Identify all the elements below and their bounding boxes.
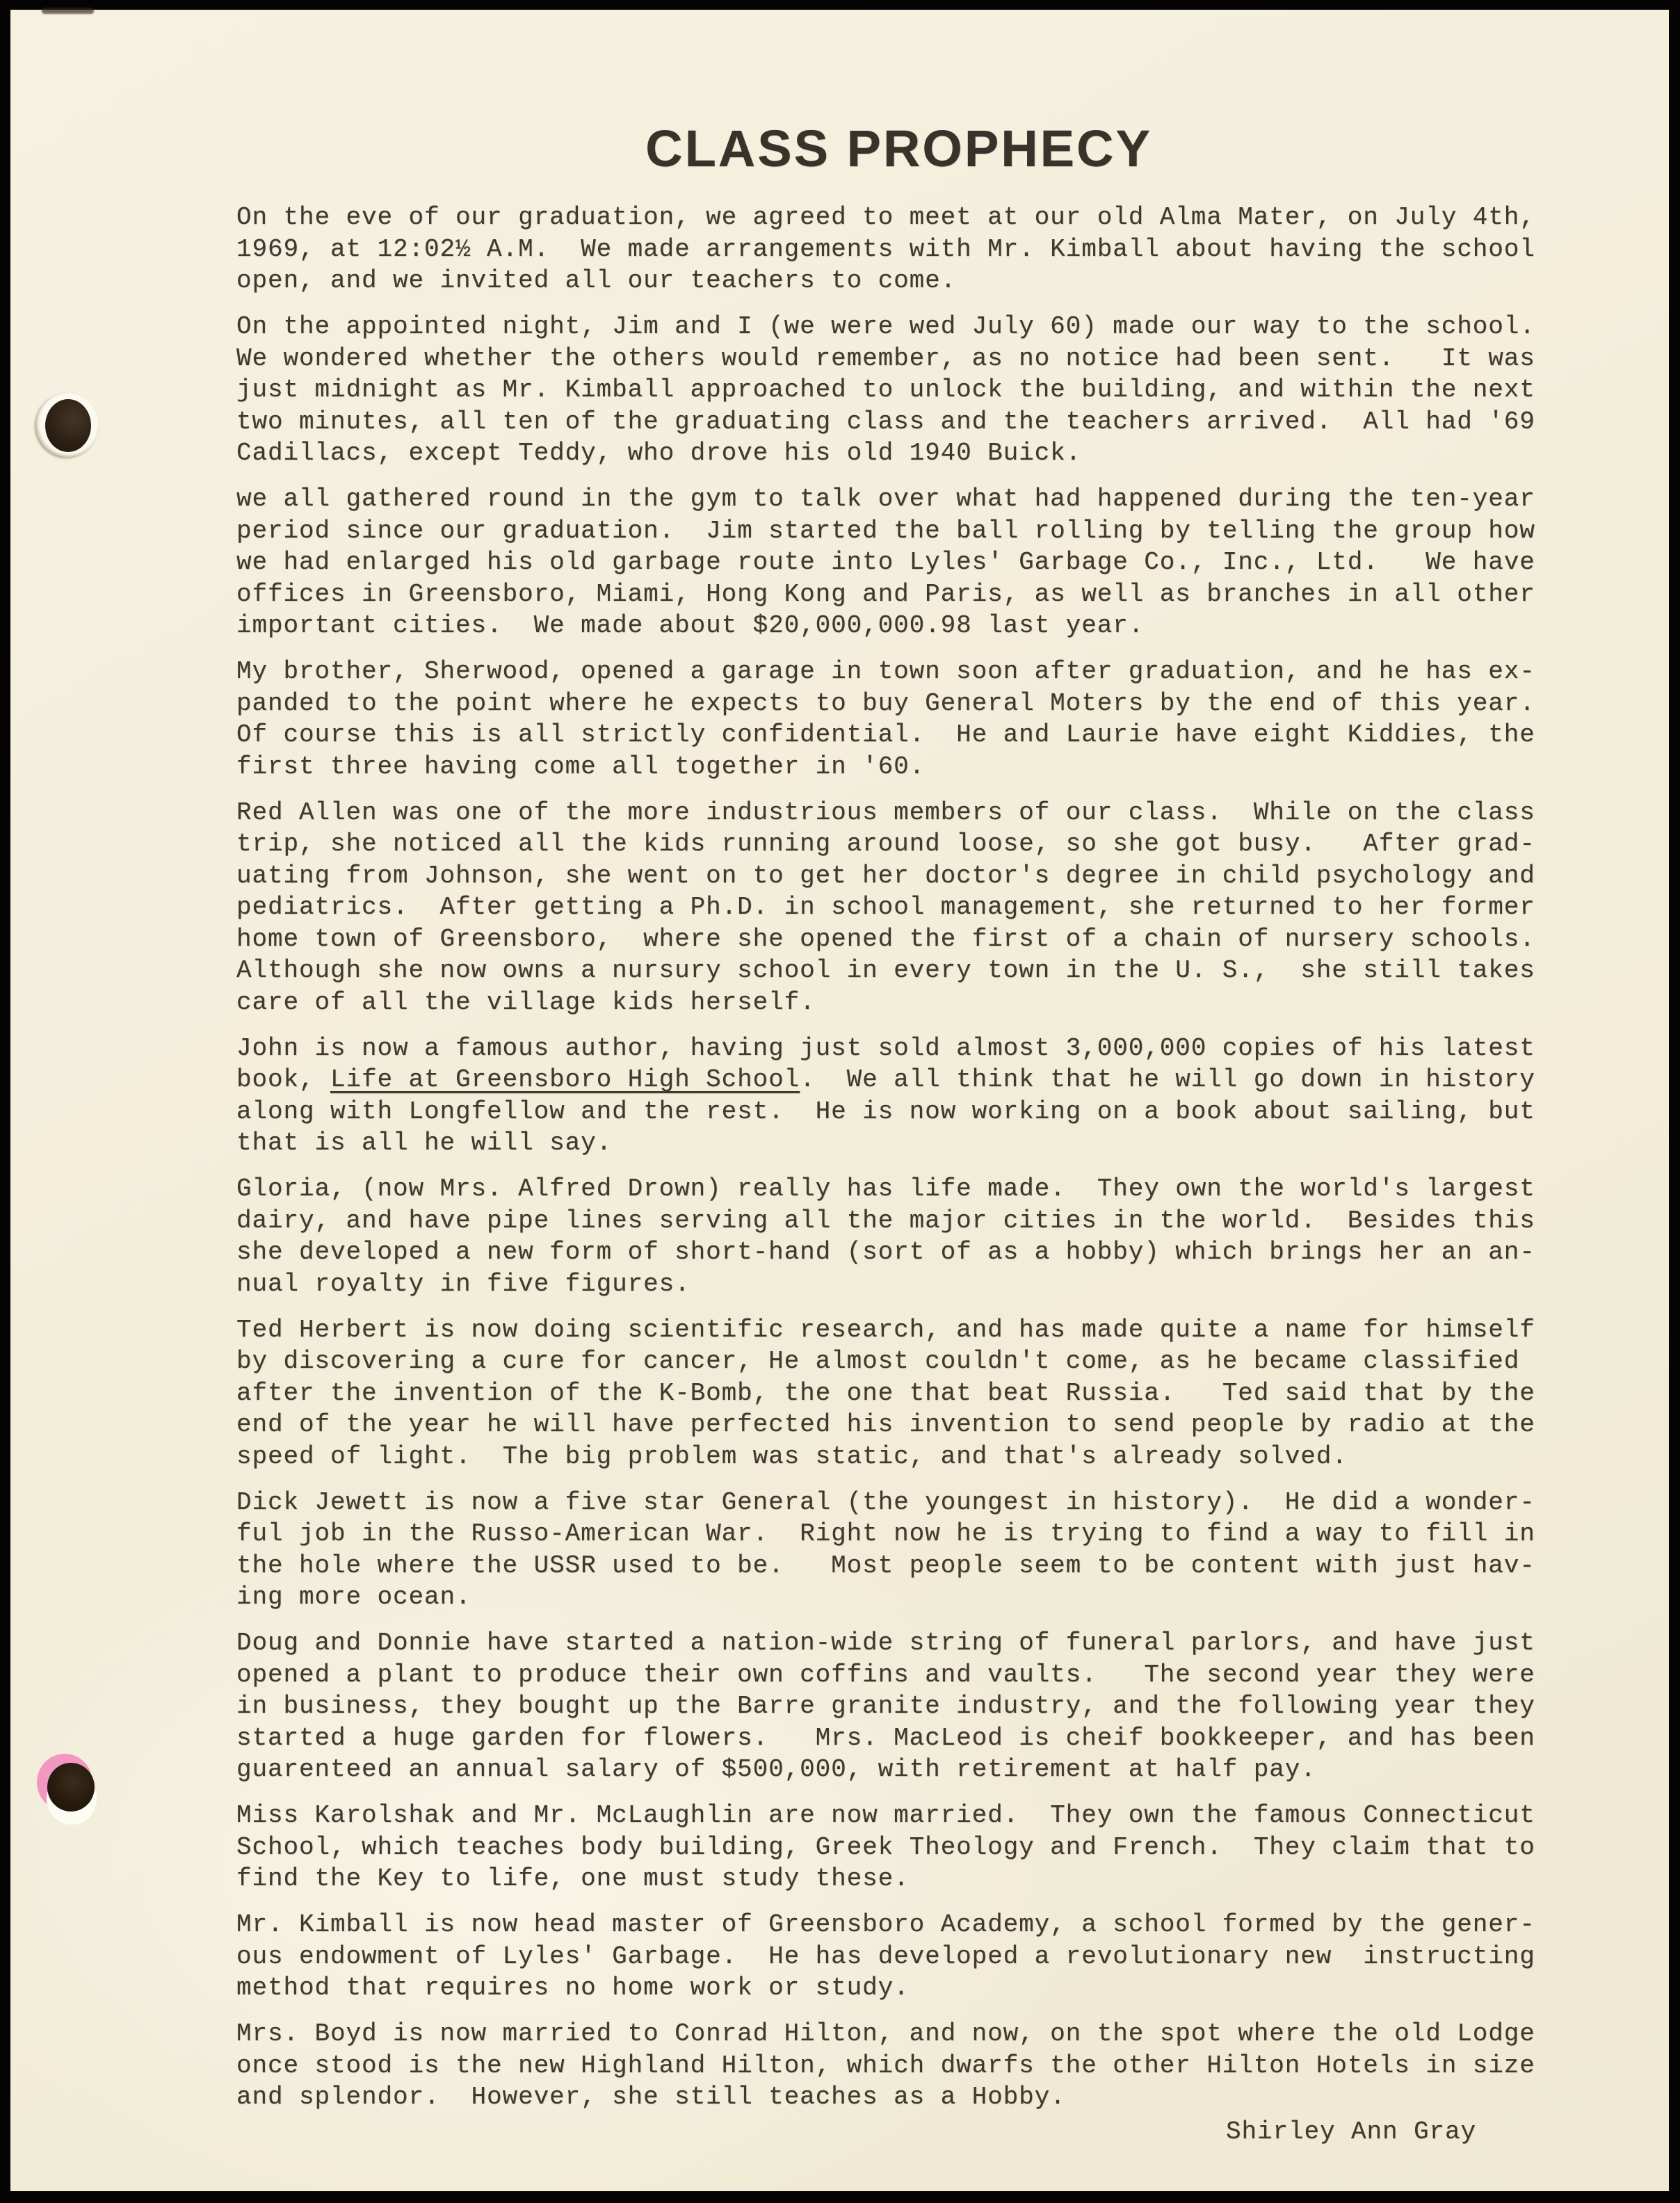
paragraph: [236, 656, 1561, 782]
text-line: period since our graduation. Jim started the ball rolling by telling the group how: [236, 516, 1535, 545]
document-content: [236, 10, 1561, 2148]
text-line: John is now a famous author, having just sold almost 3,000,000 copies of his latest: [236, 1033, 1535, 1063]
text-line: offices in Greensboro, Miami, Hong Kong and Paris, as well as branches in all other: [236, 579, 1535, 608]
text-line: On the eve of our graduation, we agreed to meet at our old Alma Mater, on July 4th,: [236, 203, 1535, 232]
text-line: the hole where the USSR used to be. Most people seem to be content with just hav-: [236, 1551, 1535, 1580]
text-line: that is all he will say.: [236, 1129, 613, 1157]
text-line: panded to the point where he expects to buy General Moters by the end of this year.: [236, 688, 1535, 718]
paragraph: [236, 2018, 1561, 2113]
paragraph: [236, 202, 1561, 297]
text-line: trip, she noticed all the kids running around loose, so she got busy. After grad-: [236, 830, 1535, 858]
underlined-book-title: Life at Greensboro High School: [330, 1065, 800, 1094]
text-line: ful job in the Russo-American War. Right now he is trying to find a way to fill in: [236, 1519, 1535, 1548]
text-line: just midnight as Mr. Kimball approached to unlock the building, and within the next: [236, 376, 1535, 404]
text-line: dairy, and have pipe lines serving all the major cities in the world. Besides this: [236, 1206, 1535, 1235]
text-line: open, and we invited all our teachers to come.: [236, 266, 957, 295]
text-line: We wondered whether the others would remember, as no notice had been sent. It was: [236, 344, 1535, 373]
text-line: end of the year he will have perfected his invention to send people by radio at the: [236, 1410, 1535, 1439]
text-line: book, Life at Greensboro High School. We all think that he will go down in history: [236, 1065, 1535, 1094]
text-line: and splendor. However, she still teaches as a Hobby.: [236, 2083, 1066, 2111]
text-line: Gloria, (now Mrs. Alfred Drown) really has life made. They own the world's largest: [236, 1175, 1535, 1203]
paragraph: [236, 311, 1561, 469]
text-line: ing more ocean.: [236, 1583, 471, 1611]
paragraph: [236, 483, 1561, 642]
text-line: we all gathered round in the gym to talk over what had happened during the ten-year: [236, 485, 1535, 513]
text-line: by discovering a cure for cancer, He almost couldn't come, as he became classified: [236, 1347, 1520, 1375]
text-line: important cities. We made about $20,000,000.98 last year.: [236, 611, 1145, 640]
text-line: home town of Greensboro, where she opened the first of a chain of nursery schools.: [236, 924, 1535, 953]
text-line: Although she now owns a nursury school in every town in the U. S., she still takes: [236, 956, 1535, 985]
text-line: School, which teaches body building, Greek Theology and French. They claim that to: [236, 1832, 1535, 1862]
document-paragraphs: [236, 202, 1561, 2113]
paragraph: [236, 1314, 1561, 1473]
text-line: guarenteed an annual salary of $500,000, with retirement at half pay.: [236, 1755, 1316, 1784]
paragraph: [236, 1173, 1561, 1300]
paragraph: [236, 1800, 1561, 1895]
text-line: opened a plant to produce their own coffins and vaults. The second year they were: [236, 1660, 1535, 1689]
text-line: speed of light. The big problem was static, and that's already solved.: [236, 1442, 1348, 1471]
text-line: Cadillacs, except Teddy, who drove his old 1940 Buick.: [236, 439, 1082, 467]
text-line: Red Allen was one of the more industrious members of our class. While on the class: [236, 798, 1535, 827]
text-line: Mr. Kimball is now head master of Greensboro Academy, a school formed by the gener-: [236, 1910, 1535, 1939]
text-line: first three having come all together in '60.: [236, 752, 926, 781]
text-line: 1969, at 12:02½ A.M. We made arrangements with Mr. Kimball about having the school: [236, 234, 1535, 264]
text-line: Mrs. Boyd is now married to Conrad Hilton, and now, on the spot where the old Lodge: [236, 2019, 1535, 2048]
text-line: find the Key to life, one must study these.: [236, 1864, 910, 1893]
text-line: two minutes, all ten of the graduating class and the teachers arrived. All had '69: [236, 407, 1535, 436]
text-line: Miss Karolshak and Mr. McLaughlin are now married. They own the famous Connecticut: [236, 1801, 1535, 1830]
text-line: care of all the village kids herself.: [236, 987, 816, 1017]
text-line: uating from Johnson, she went on to get her doctor's degree in child psychology and: [236, 861, 1535, 890]
paragraph: [236, 1909, 1561, 2004]
punch-hole-bottom: [47, 1763, 95, 1811]
paper-sheet: [10, 10, 1669, 2191]
text-line: we had enlarged his old garbage route into Lyles' Garbage Co., Inc., Ltd. We have: [236, 548, 1535, 576]
text-line: nual royalty in five figures.: [236, 1269, 690, 1298]
punch-hole-top: [45, 399, 91, 452]
scan-smudge: [42, 8, 94, 14]
author-signature: Shirley Ann Gray: [1225, 2117, 1476, 2146]
text-line: On the appointed night, Jim and I (we were wed July 60) made our way to the school.: [236, 312, 1535, 341]
text-line: she developed a new form of short-hand (sort of as a hobby) which brings her an an-: [236, 1238, 1535, 1266]
text-line: along with Longfellow and the rest. He is now working on a book about sailing, but: [236, 1097, 1535, 1126]
paragraph: [236, 1627, 1561, 1786]
page-title: CLASS PROPHECY: [645, 120, 1152, 177]
text-line: once stood is the new Highland Hilton, which dwarfs the other Hilton Hotels in size: [236, 2051, 1535, 2080]
paragraph: [236, 797, 1561, 1019]
text-line: Ted Herbert is now doing scientific research, and has made quite a name for himself: [236, 1315, 1535, 1344]
text-line: pediatrics. After getting a Ph.D. in school management, she returned to her former: [236, 893, 1535, 921]
text-line: Doug and Donnie have started a nation-wide string of funeral parlors, and have just: [236, 1629, 1535, 1657]
text-line: method that requires no home work or study.: [236, 1974, 910, 2002]
paragraph: [236, 1487, 1561, 1613]
paragraph: [236, 1033, 1561, 1159]
text-line: Of course this is all strictly confidential. He and Laurie have eight Kiddies, the: [236, 720, 1535, 749]
text-line: My brother, Sherwood, opened a garage in town soon after graduation, and he has ex-: [236, 657, 1535, 686]
text-line: Dick Jewett is now a five star General (the youngest in history). He did a wonder-: [236, 1487, 1535, 1517]
text-line: in business, they bought up the Barre granite industry, and the following year they: [236, 1692, 1535, 1720]
text-line: ous endowment of Lyles' Garbage. He has developed a revolutionary new instructing: [236, 1942, 1535, 1971]
text-line: after the invention of the K-Bomb, the one that beat Russia. Ted said that by the: [236, 1378, 1535, 1407]
text-line: started a huge garden for flowers. Mrs. MacLeod is cheif bookkeeper, and has been: [236, 1723, 1535, 1752]
